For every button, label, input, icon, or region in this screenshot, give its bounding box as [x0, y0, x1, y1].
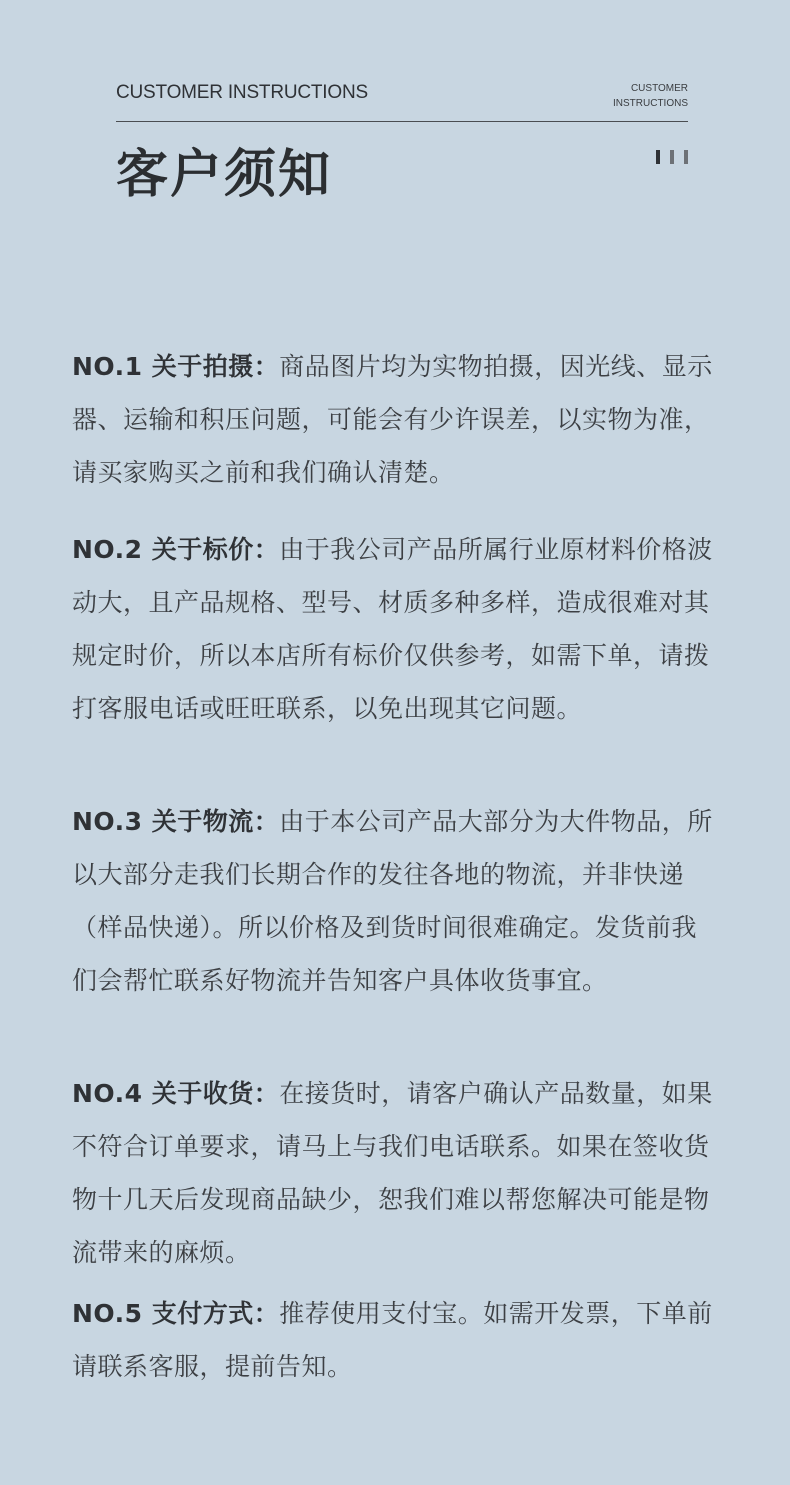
notice-text: 推荐使用支付宝。如需开发票，下单前请联系客服，提前告知。	[72, 1299, 713, 1381]
header-label-small	[613, 81, 688, 111]
header-divider	[116, 121, 688, 122]
page-title: 客户须知	[116, 145, 333, 205]
bars-icon	[655, 150, 689, 164]
notice-text: 由于本公司产品大部分为大件物品，所以大部分走我们长期合作的发往各地的物流，并非快递（样品快递）。所以价格及到货时间很难确定。发货前我们会帮忙联系好物流并告知客户具体收货事宜。	[72, 807, 713, 995]
notice-text: 商品图片均为实物拍摄，因光线、显示器、运输和积压问题，可能会有少许误差，以实物为准，请买家购买之前和我们确认清楚。	[72, 352, 713, 487]
notice-item	[72, 1067, 720, 1279]
notice-heading: NO.1 关于拍摄：	[72, 352, 280, 381]
notice-item	[72, 523, 720, 735]
notice-text: 在接货时，请客户确认产品数量，如果不符合订单要求，请马上与我们电话联系。如果在签收货物十几天后发现商品缺少，恕我们难以帮您解决可能是物流带来的麻烦。	[72, 1079, 713, 1267]
notice-item	[72, 340, 720, 499]
notice-item	[72, 1287, 720, 1393]
header-label-small-line1: CUSTOMER	[630, 83, 688, 94]
notice-heading: NO.5 支付方式：	[72, 1299, 280, 1328]
header-label: CUSTOMER INSTRUCTIONS	[116, 82, 368, 103]
notice-heading: NO.3 关于物流：	[72, 807, 280, 836]
header-label-small-line2: INSTRUCTIONS	[613, 98, 688, 109]
notice-text: 由于我公司产品所属行业原材料价格波动大，且产品规格、型号、材质多种多样，造成很难对其规定时价，所以本店所有标价仅供参考，如需下单，请拨打客服电话或旺旺联系，以免出现其它问题。	[72, 535, 713, 723]
notice-item	[72, 795, 720, 1007]
notice-heading: NO.2 关于标价：	[72, 535, 280, 564]
notice-heading: NO.4 关于收货：	[72, 1079, 280, 1108]
